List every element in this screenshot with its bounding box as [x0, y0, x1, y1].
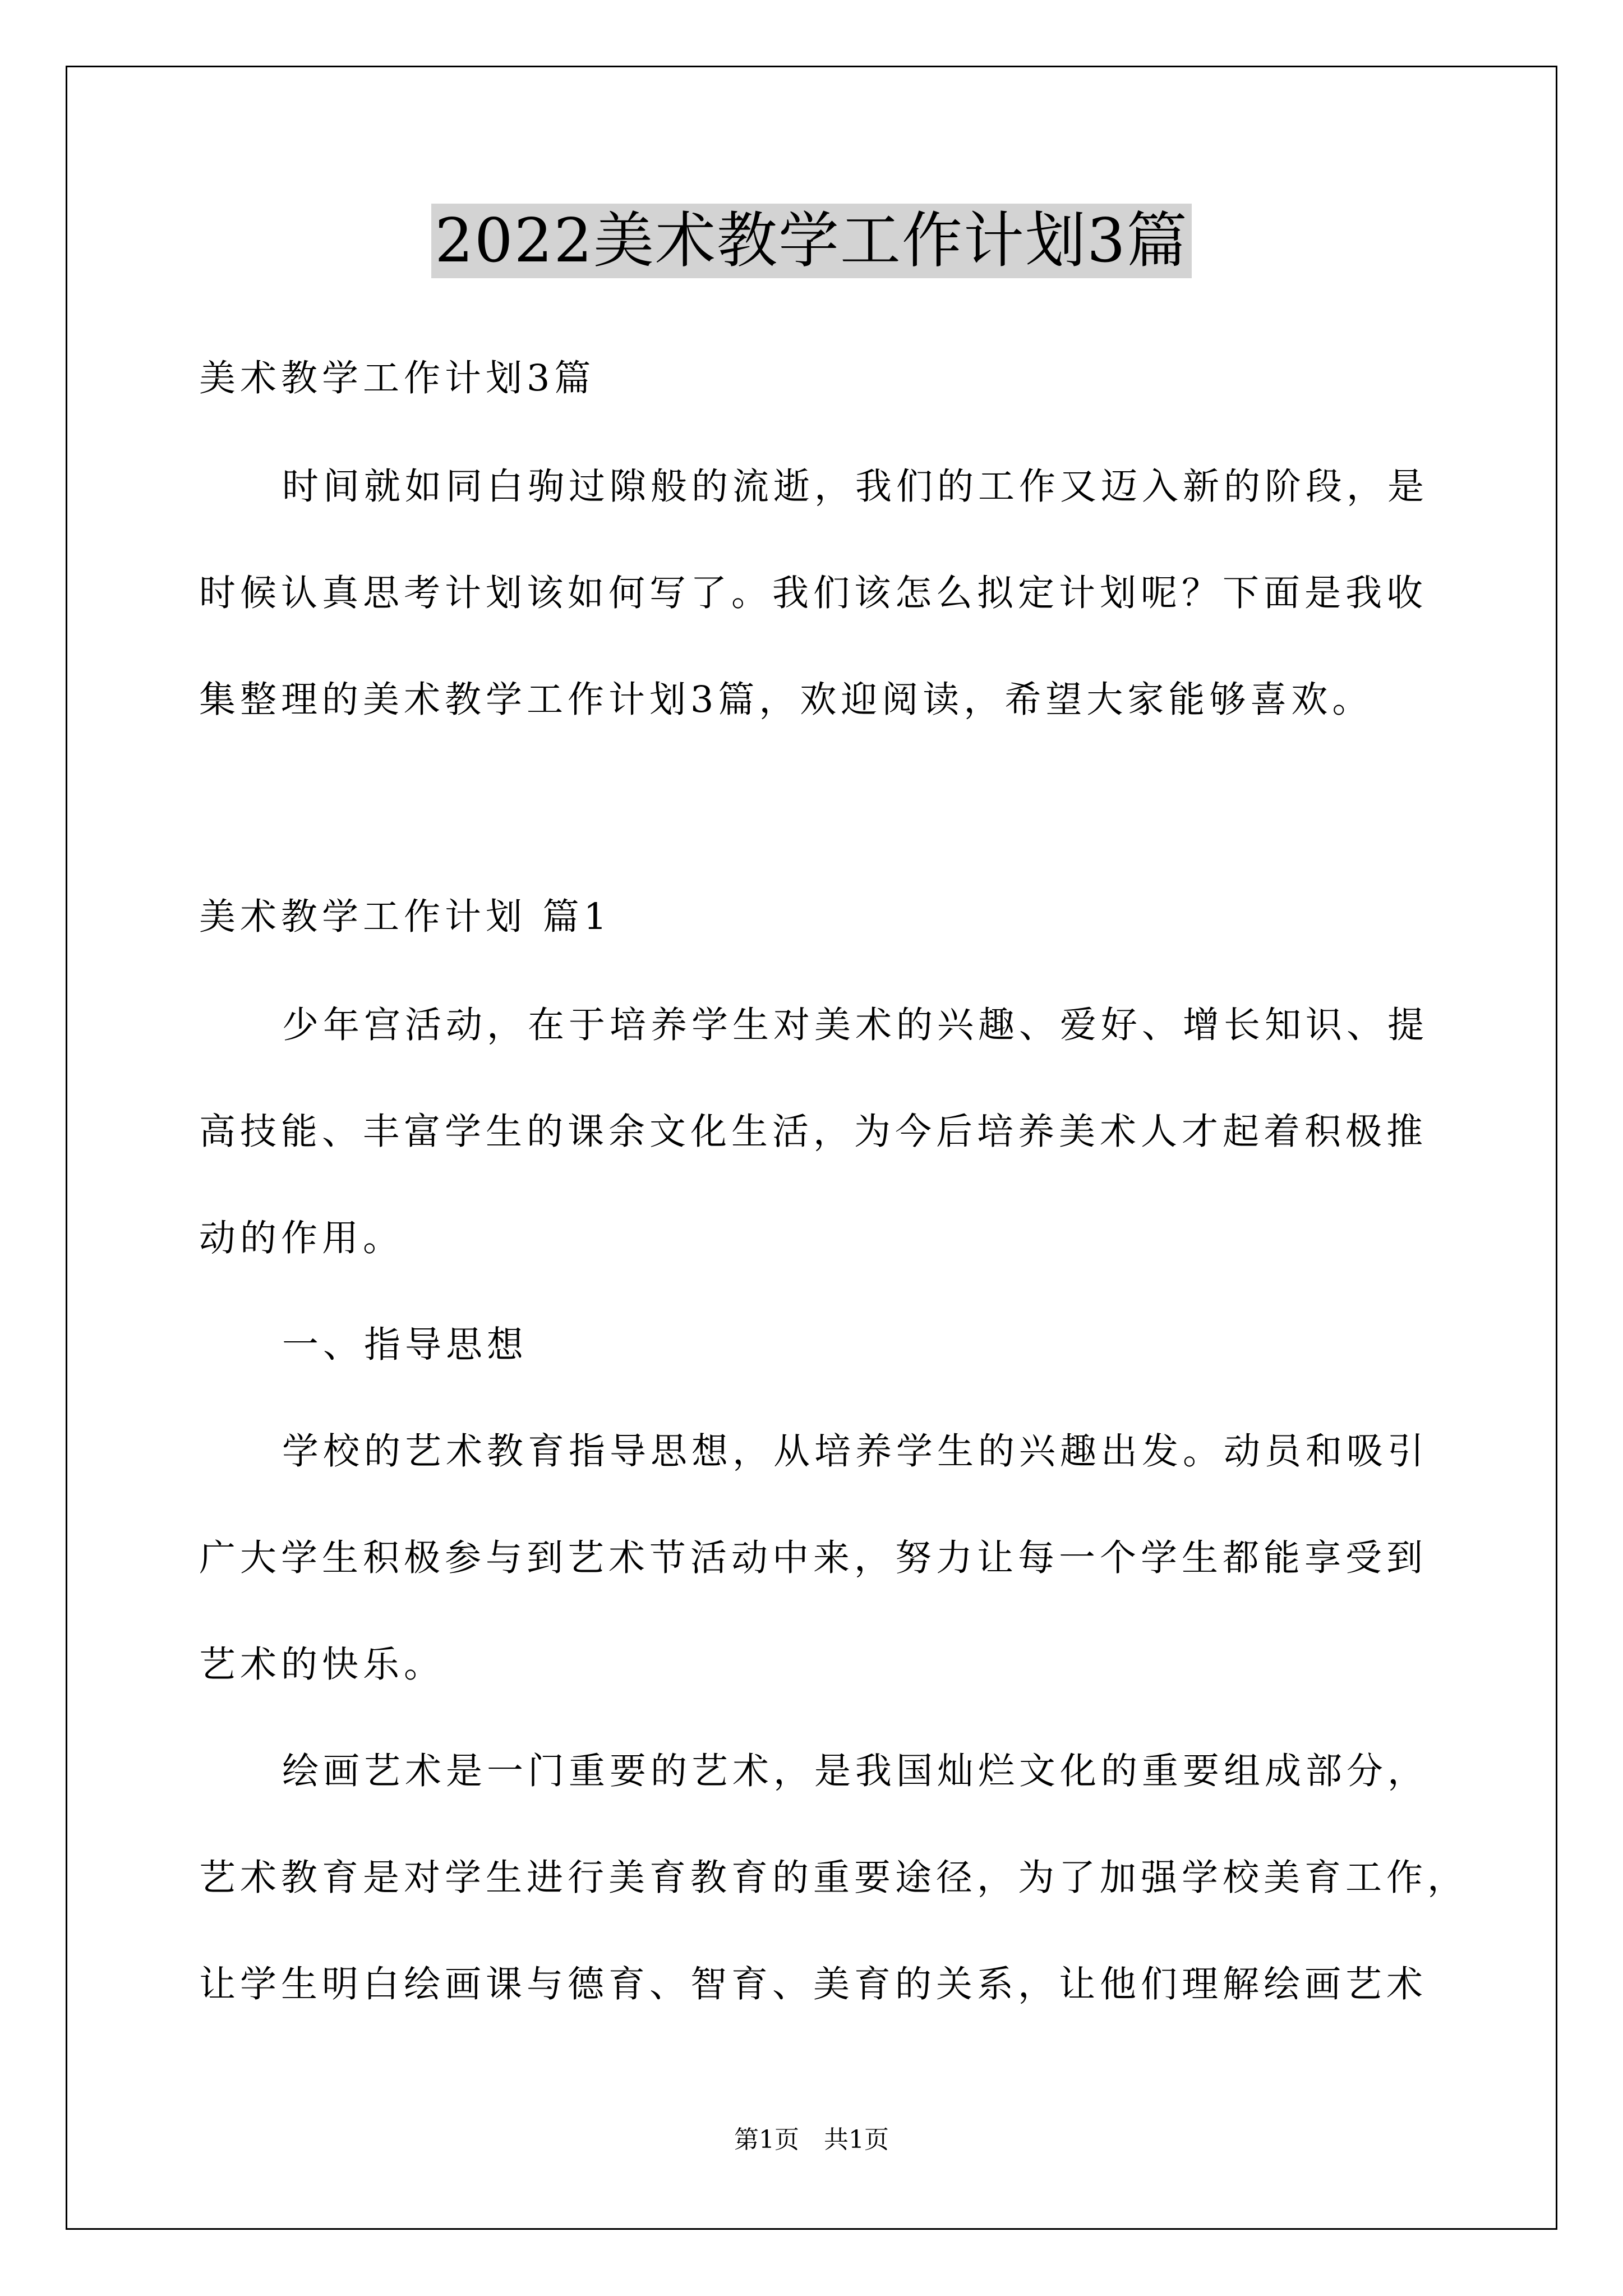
para1-line-3: 动的作用。: [199, 1217, 404, 1259]
document-title: [0, 202, 1623, 280]
page-footer: 第1页 共1页: [734, 2125, 889, 2154]
para2-line-1: 学校的艺术教育指导思想，从培养学生的兴趣出发。动员和吸引: [282, 1430, 1429, 1473]
para2-line-2: 广大学生积极参与到艺术节活动中来，努力让每一个学生都能享受到: [199, 1537, 1428, 1579]
para3-line-1: 绘画艺术是一门重要的艺术，是我国灿烂文化的重要组成部分，: [282, 1750, 1429, 1792]
para1-line-2: 高技能、丰富学生的课余文化生活，为今后培养美术人才起着积极推: [199, 1111, 1428, 1153]
intro-line-3: 集整理的美术教学工作计划3篇，欢迎阅读，希望大家能够喜欢。: [199, 679, 1373, 721]
intro-line-1: 时间就如同白驹过隙般的流逝，我们的工作又迈入新的阶段，是: [282, 466, 1429, 508]
para2-line-3: 艺术的快乐。: [199, 1644, 445, 1686]
intro-line-2: 时候认真思考计划该如何写了。我们该怎么拟定计划呢？下面是我收: [199, 572, 1428, 614]
para1-line-1: 少年宫活动，在于培养学生对美术的兴趣、爱好、增长知识、提: [282, 1004, 1429, 1046]
para3-line-3: 让学生明白绘画课与德育、智育、美育的关系，让他们理解绘画艺术: [199, 1963, 1428, 2005]
heading-guiding-ideology: 一、指导思想: [282, 1324, 528, 1366]
subtitle: 美术教学工作计划3篇: [199, 357, 596, 399]
para3-line-2: 艺术教育是对学生进行美育教育的重要途径，为了加强学校美育工作，: [199, 1857, 1469, 1899]
section-heading: 美术教学工作计划 篇1: [199, 896, 612, 938]
document-title-text: 2022美术教学工作计划3篇: [431, 204, 1192, 278]
